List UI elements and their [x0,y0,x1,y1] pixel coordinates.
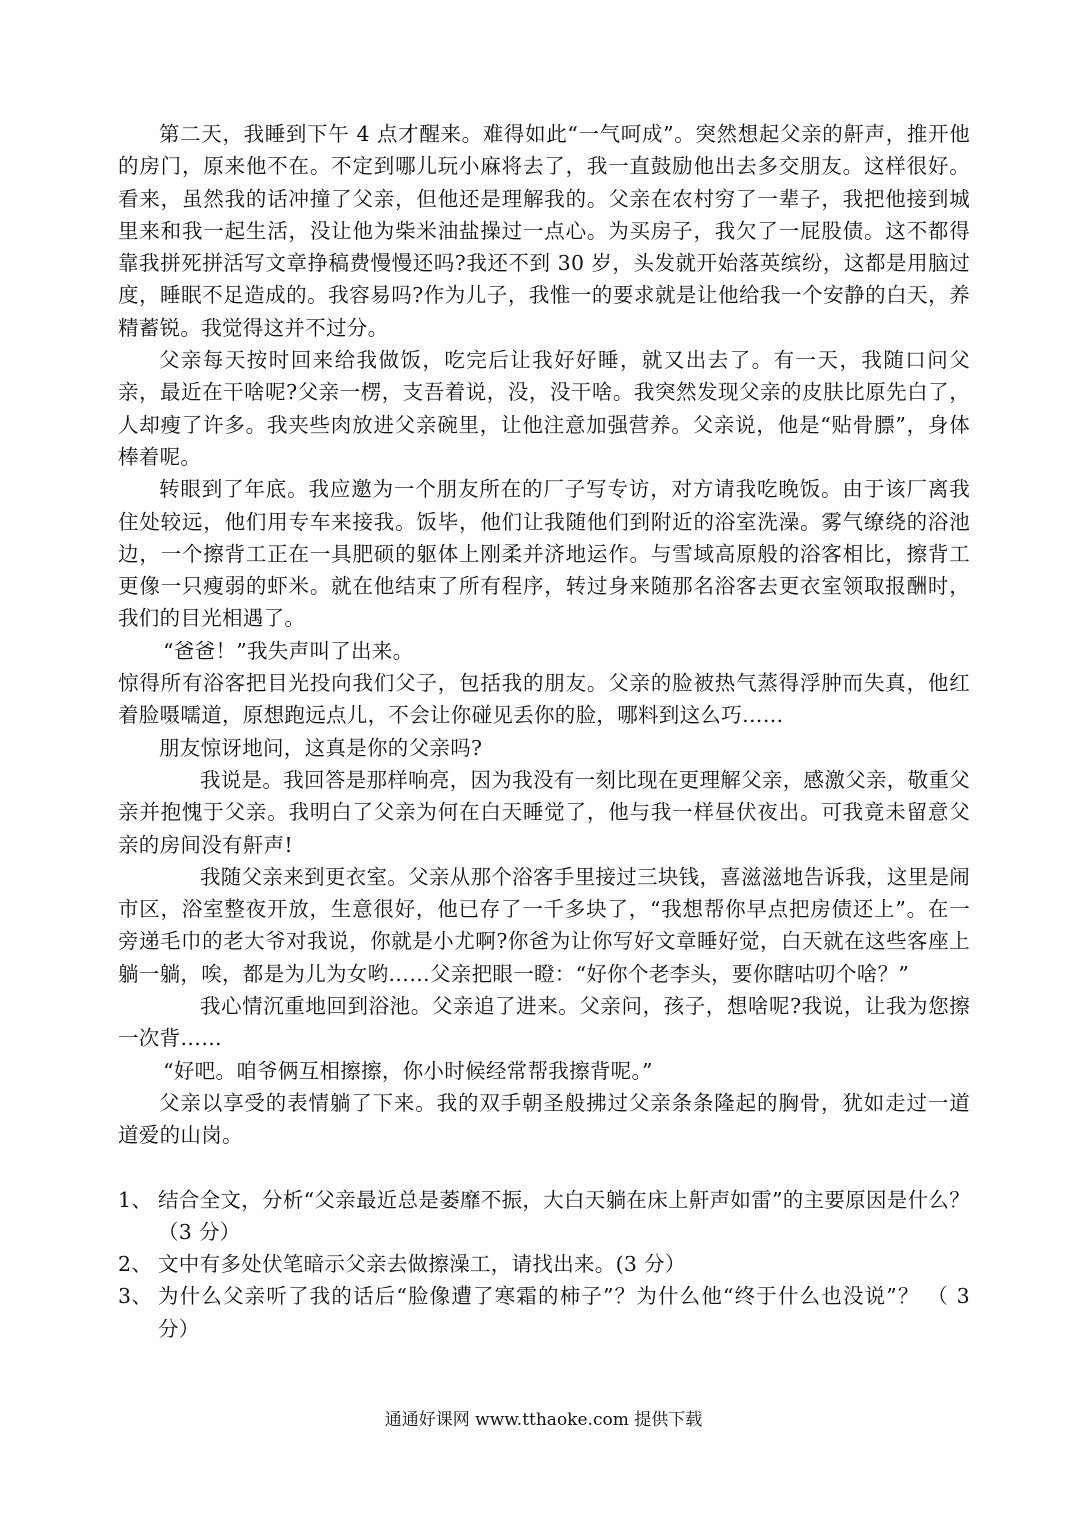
question-number: 2、 [118,1252,153,1277]
question-item [118,1248,970,1280]
paragraph-7: 我说是。我回答是那样响亮，因为我没有一刻比现在更理解父亲，感激父亲，敬重父亲并抱愧于父亲。我明白了父亲为何在白天睡觉了，他与我一样昼伏夜出。可我竟未留意父亲的房间没有鼾声! [118,767,970,857]
paragraph-3: 转眼到了年底。我应邀为一个朋友所在的厂子写专访，对方请我吃晚饭。由于该厂离我住处较远，他们用专车来接我。饭毕，他们让我随他们到附近的浴室洗澡。雾气缭绕的浴池边，一个擦背工正在一具肥硕的躯体上刚柔并济地运作。与雪域高原般的浴客相比，擦背工更像一只瘦弱的虾米。就在他结束了所有程序，转过身来随那名浴客去更衣室领取报酬时，我们的目光相遇了。 [118,477,970,631]
page-footer: 通通好课网 www.tthaoke.com 提供下载 [384,1410,703,1430]
paragraph-5: 惊得所有浴客把目光投向我们父子，包括我的朋友。父亲的脸被热气蒸得浮肿而失真，他红着脸嗫嚅道，原想跑远点儿，不会让你碰见丢你的脸，哪料到这么巧…… [118,671,970,728]
question-text: 文中有多处伏笔暗示父亲去做擦澡工，请找出来。(3 分） [158,1252,686,1277]
reading-passage [118,118,970,1345]
question-number: 1、 [118,1187,153,1212]
paragraph-9: 我心情沉重地回到浴池。父亲追了进来。父亲问，孩子，想啥呢?我说，让我为您擦一次背…… [118,994,970,1051]
question-number: 3、 [118,1284,153,1309]
section-gap [118,1152,970,1184]
paragraph-6: 朋友惊讶地问，这真是你的父亲吗? [159,735,483,760]
question-item [118,1184,970,1249]
paragraph-8: 我随父亲来到更衣室。父亲从那个浴客手里接过三块钱，喜滋滋地告诉我，这里是闹市区，浴室整夜开放，生意很好，他已存了一千多块了，“我想帮你早点把房债还上”。在一旁递毛巾的老大爷对我说，你就是小尤啊?你爸为让你写好文章睡好觉，白天就在这些客座上躺一躺，唉，都是为儿为女哟……父亲把眼一瞪：“好你个老李头，要你瞎咕叨个啥？” [118,864,970,986]
paragraph-11: 父亲以享受的表情躺了下来。我的双手朝圣般拂过父亲条条隆起的胸骨，犹如走过一道道爱的山岗。 [118,1090,970,1148]
paragraph-10: “好吧。咱爷俩互相擦擦，你小时候经常帮我擦背呢。” [163,1058,653,1083]
paragraph-1: 第二天，我睡到下午 4 点才醒来。难得如此“一气呵成”。突然想起父亲的鼾声，推开他的房门，原来他不在。不定到哪儿玩小麻将去了，我一直鼓励他出去多交朋友。这样很好。看来，虽然我的话冲撞了父亲，但他还是理解我的。父亲在农村穷了一辈子，我把他接到城里来和我一起生活，没让他为柴米油盐操过一点心。为买房子，我欠了一屁股债。这不都得靠我拼死拼活写文章挣稿费慢慢还吗?我还不到 30 岁，头发就开始落英缤纷，这都是用脑过度，睡眠不足造成的。我容易吗?作为儿子，我惟一的要求就是让他给我一个安静的白天，养精蓄锐。我觉得这并不过分。 [118,122,970,340]
question-text: 为什么父亲听了我的话后“脸像遭了寒霜的柿子”？为什么他“终于什么也没说”？ （ 3 分） [158,1284,970,1341]
question-list [118,1184,970,1345]
paragraph-4: “爸爸！”我失声叫了出来。 [163,638,414,663]
question-text: 结合全文，分析“父亲最近总是萎靡不振，大白天躺在床上鼾声如雷”的主要原因是什么？ （3 分） [158,1187,970,1244]
question-item [118,1280,970,1345]
paragraph-2: 父亲每天按时回来给我做饭，吃完后让我好好睡，就又出去了。有一天，我随口问父亲，最近在干啥呢?父亲一楞，支吾着说，没，没干啥。我突然发现父亲的皮肤比原先白了，人却瘦了许多。我夹些肉放进父亲碗里，让他注意加强营养。父亲说，他是“贴骨膘”，身体棒着呢。 [118,348,970,469]
